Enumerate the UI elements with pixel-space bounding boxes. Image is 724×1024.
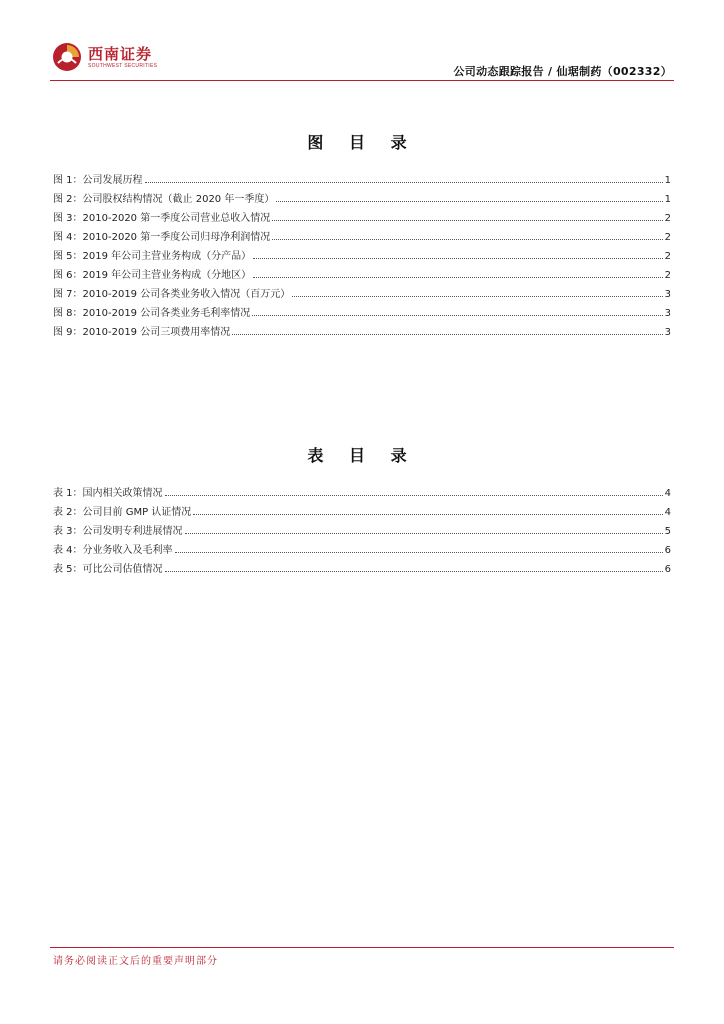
toc-entry-label: 图 4：2010-2020 第一季度公司归母净利润情况 — [53, 232, 271, 243]
toc-entry-table-3[interactable] — [53, 522, 671, 541]
toc-entry-label: 图 1：公司发展历程 — [53, 175, 143, 186]
toc-leader-dots — [272, 239, 662, 240]
toc-entry-page: 4 — [664, 507, 671, 518]
toc-entry-figure-4[interactable] — [53, 228, 671, 247]
toc-entry-label: 图 3：2010-2020 第一季度公司营业总收入情况 — [53, 213, 271, 224]
toc-entry-page: 1 — [664, 194, 671, 205]
toc-entry-table-1[interactable] — [53, 484, 671, 503]
footer-divider — [50, 947, 674, 948]
toc-entry-label: 图 9：2010-2019 公司三项费用率情况 — [53, 327, 231, 338]
toc-leader-dots — [276, 201, 662, 202]
toc-entry-label: 图 7：2010-2019 公司各类业务收入情况（百万元） — [53, 289, 291, 300]
toc-entry-label: 表 1：国内相关政策情况 — [53, 488, 163, 499]
header-divider — [50, 80, 674, 81]
toc-entry-figure-1[interactable] — [53, 171, 671, 190]
toc-entry-page: 2 — [664, 232, 671, 243]
toc-entry-figure-7[interactable] — [53, 285, 671, 304]
toc-entry-table-4[interactable] — [53, 541, 671, 560]
toc-leader-dots — [272, 220, 662, 221]
toc-entry-page: 3 — [664, 289, 671, 300]
toc-entry-page: 3 — [664, 327, 671, 338]
logo-name-en: SOUTHWEST SECURITIES — [88, 62, 158, 69]
toc-entry-label: 表 4：分业务收入及毛利率 — [53, 545, 173, 556]
table-index-list — [53, 484, 671, 579]
toc-entry-label: 图 6：2019 年公司主营业务构成（分地区） — [53, 270, 252, 281]
toc-entry-table-5[interactable] — [53, 560, 671, 579]
toc-entry-page: 2 — [664, 213, 671, 224]
toc-leader-dots — [292, 296, 662, 297]
logo-mark-icon — [52, 42, 82, 72]
toc-entry-page: 2 — [664, 251, 671, 262]
toc-entry-label: 图 5：2019 年公司主营业务构成（分产品） — [53, 251, 252, 262]
toc-leader-dots — [165, 571, 663, 572]
toc-leader-dots — [253, 277, 662, 278]
company-logo — [52, 40, 157, 74]
toc-entry-page: 6 — [664, 564, 671, 575]
table-index-title: 表 目 录 — [307, 446, 417, 465]
toc-entry-table-2[interactable] — [53, 503, 671, 522]
toc-entry-figure-2[interactable] — [53, 190, 671, 209]
toc-leader-dots — [165, 495, 663, 496]
disclaimer-note: 请务必阅读正文后的重要声明部分 — [53, 956, 218, 967]
toc-entry-label: 表 2：公司目前 GMP 认证情况 — [53, 507, 192, 518]
toc-entry-page: 5 — [664, 526, 671, 537]
toc-leader-dots — [185, 533, 663, 534]
toc-leader-dots — [193, 514, 662, 515]
toc-entry-page: 1 — [664, 175, 671, 186]
toc-entry-figure-3[interactable] — [53, 209, 671, 228]
toc-leader-dots — [232, 334, 662, 335]
toc-entry-figure-9[interactable] — [53, 323, 671, 342]
toc-entry-figure-6[interactable] — [53, 266, 671, 285]
toc-entry-figure-5[interactable] — [53, 247, 671, 266]
figure-index-list — [53, 171, 671, 342]
toc-entry-figure-8[interactable] — [53, 304, 671, 323]
toc-leader-dots — [252, 315, 662, 316]
report-header-title: 公司动态跟踪报告 / 仙琚制药（002332） — [453, 65, 672, 78]
toc-leader-dots — [175, 552, 663, 553]
toc-entry-page: 6 — [664, 545, 671, 556]
toc-entry-page: 3 — [664, 308, 671, 319]
toc-leader-dots — [253, 258, 662, 259]
toc-entry-label: 图 8：2010-2019 公司各类业务毛利率情况 — [53, 308, 251, 319]
toc-entry-label: 表 5：可比公司估值情况 — [53, 564, 163, 575]
toc-leader-dots — [145, 182, 663, 183]
toc-entry-label: 表 3：公司发明专利进展情况 — [53, 526, 183, 537]
toc-entry-label: 图 2：公司股权结构情况（截止 2020 年一季度） — [53, 194, 275, 205]
figure-index-title: 图 目 录 — [307, 133, 417, 152]
toc-entry-page: 2 — [664, 270, 671, 281]
toc-entry-page: 4 — [664, 488, 671, 499]
logo-name-cn: 西南证券 — [88, 44, 153, 63]
